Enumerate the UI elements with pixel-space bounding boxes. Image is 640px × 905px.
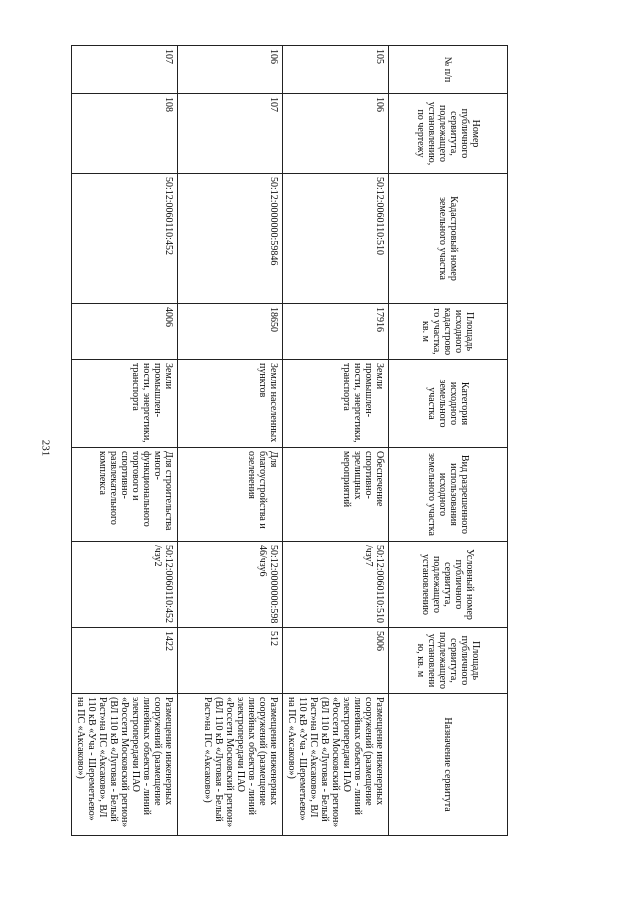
cell-purpose: Размещение инженерных сооружений (размещение линейных объектов - линий электропередачи ПАО «Россети Московский регион» (ВЛ 110 кВ «Луговая - Белый Раст»на ПС «Аксаково», ВЛ 110 кВ «Уча - Шереметьево» на ПС «Аксаково») xyxy=(72,694,178,836)
cell-servitude-number: 108 xyxy=(72,94,178,174)
rotated-table-wrapper xyxy=(58,45,508,835)
cell-index: 106 xyxy=(178,46,283,94)
cell-source-area: 4006 xyxy=(72,304,178,360)
col-header-servitude-number: Номер публичного сервитута, подлежащего установлению, по чертежу xyxy=(389,94,508,174)
cell-permitted-use: Для благоустройства и озеленения xyxy=(178,448,283,542)
table-row xyxy=(72,46,178,836)
cell-source-area: 18650 xyxy=(178,304,283,360)
cell-cadastral-number: 50:12:0060110:452 xyxy=(72,174,178,304)
cell-conditional-number: 50:12:0060110:452/чзу2 xyxy=(72,542,178,628)
cell-index: 107 xyxy=(72,46,178,94)
col-header-servitude-area: Площадь публичного сервитута, подлежащего установлению, кв. м xyxy=(389,628,508,694)
cell-permitted-use: Обеспечение спортивно-зрелищных мероприятий xyxy=(283,448,389,542)
cell-servitude-number: 107 xyxy=(178,94,283,174)
cell-cadastral-number: 50:12:0000000:59846 xyxy=(178,174,283,304)
cell-category: Земли промышлен-ности, энергетики, транспорта xyxy=(283,360,389,448)
col-header-conditional-number: Условный номер публичного сервитута, подлежащего установлению xyxy=(389,542,508,628)
cell-servitude-area: 512 xyxy=(178,628,283,694)
cell-permitted-use: Для строительства много-функционального торгового и спортивно-развлекательного комплекса xyxy=(72,448,178,542)
cell-source-area: 17916 xyxy=(283,304,389,360)
col-header-permitted-use: Вид разрешенного использования исходного земельного участка xyxy=(389,448,508,542)
header-row xyxy=(389,46,508,836)
cell-servitude-area: 5006 xyxy=(283,628,389,694)
cell-purpose: Размещение инженерных сооружений (размещение линейных объектов - линий электропередачи ПАО «Россети Московский регион» (ВЛ 110 кВ «Луговая - Белый Раст»на ПС «Аксаково») xyxy=(178,694,283,836)
cell-servitude-area: 1422 xyxy=(72,628,178,694)
col-header-category: Категория исходного земельного участка xyxy=(389,360,508,448)
cell-conditional-number: 50:12:0060110:510/чзу7 xyxy=(283,542,389,628)
servitude-table xyxy=(71,45,508,836)
cell-purpose: Размещение инженерных сооружений (размещение линейных объектов - линий электропередачи ПАО «Россети Московский регион» (ВЛ 110 кВ «Луговая - Белый Раст»на ПС «Аксаково», ВЛ 110 кВ «Уча - Шереметьево» на ПС «Аксаково») xyxy=(283,694,389,836)
cell-index: 105 xyxy=(283,46,389,94)
cell-conditional-number: 50:12:0000000:59846/чзу6 xyxy=(178,542,283,628)
cell-servitude-number: 106 xyxy=(283,94,389,174)
page-number: 231 xyxy=(39,439,52,457)
col-header-source-area: Площадь исходного кадастрового участка, кв. м xyxy=(389,304,508,360)
col-header-cadastral-number: Кадастровый номер земельного участка xyxy=(389,174,508,304)
col-header-index: № п/п xyxy=(389,46,508,94)
table-row xyxy=(283,46,389,836)
col-header-purpose: Назначение сервитута xyxy=(389,694,508,836)
table-row xyxy=(178,46,283,836)
cell-category: Земли промышлен-ности, энергетики, транспорта xyxy=(72,360,178,448)
cell-cadastral-number: 50:12:0060110:510 xyxy=(283,174,389,304)
cell-category: Земли населенных пунктов xyxy=(178,360,283,448)
